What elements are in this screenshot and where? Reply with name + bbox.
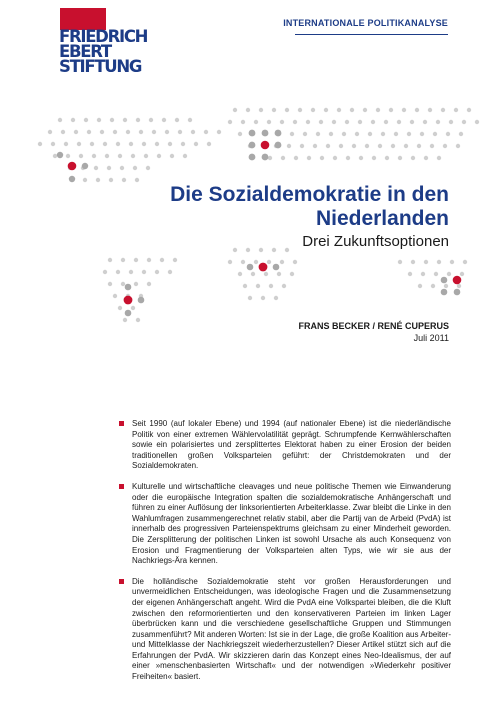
map-dot xyxy=(268,156,272,160)
map-dot xyxy=(371,120,375,124)
map-dot xyxy=(346,156,350,160)
map-dot xyxy=(332,120,336,124)
map-dot xyxy=(372,156,376,160)
map-dot xyxy=(437,260,441,264)
map-dot xyxy=(456,144,460,148)
map-dot xyxy=(398,156,402,160)
map-dot xyxy=(139,130,143,134)
map-dot xyxy=(352,144,356,148)
map-dot xyxy=(87,130,91,134)
map-dot xyxy=(262,130,269,137)
map-dot xyxy=(144,154,148,158)
map-dot xyxy=(441,108,445,112)
map-dot xyxy=(138,297,145,304)
map-dot xyxy=(378,144,382,148)
map-dot xyxy=(306,120,310,124)
map-dot xyxy=(285,108,289,112)
map-dot xyxy=(350,108,354,112)
map-dot xyxy=(368,132,372,136)
map-dot xyxy=(121,282,125,286)
map-dot xyxy=(178,130,182,134)
map-dot xyxy=(264,272,268,276)
map-dot xyxy=(408,272,412,276)
map-dot xyxy=(298,108,302,112)
map-dot xyxy=(274,296,278,300)
map-dot xyxy=(261,296,265,300)
map-dot xyxy=(246,248,250,252)
map-dot xyxy=(275,142,282,149)
title-line-1: Die Sozialdemokratie in den xyxy=(170,183,449,206)
summary xyxy=(132,419,451,693)
map-dot xyxy=(129,142,133,146)
map-dot xyxy=(441,277,448,284)
map-dot xyxy=(407,132,411,136)
series-title: INTERNATIONALE POLITIKANALYSE xyxy=(283,18,448,28)
map-dot xyxy=(436,120,440,124)
authors: FRANS BECKER / RENÉ CUPERUS xyxy=(298,321,449,331)
map-dot xyxy=(107,166,111,170)
map-dot xyxy=(285,248,289,252)
map-dot xyxy=(404,144,408,148)
map-dot xyxy=(281,156,285,160)
map-dot xyxy=(96,178,100,182)
bullet-square xyxy=(119,484,124,489)
map-dot xyxy=(254,120,258,124)
map-dot xyxy=(447,272,451,276)
map-dot xyxy=(134,258,138,262)
map-dot xyxy=(333,156,337,160)
map-dot xyxy=(77,142,81,146)
map-dot xyxy=(188,118,192,122)
map-dot xyxy=(324,108,328,112)
summary-text-2: Kulturelle und wirtschaftliche cleavages und neue politische Themen wie Einwanderung oder die europäische Integration spalten die sozialdemokratische Anhängerschaft und führen zu einer Auflösung der linksorientierten Arbeiterklasse. Zwar bleibt die Linke in den Wahlumfragen zusammengerechnet relativ stabil, aber die Partij van de Arbeid (PvdA) ist innerhalb des progressiven Parteienspektrums gleichsam zu einer Minderheit geworden. Die Zersplitterung der politischen Linken ist sowohl Ursache als auch Konsequenz von Erosion und Fragmentierung der Volksparteien alten Typs, wie wir sie aus der Nachkriegs-Ära kennen. xyxy=(132,481,451,566)
map-dot xyxy=(90,142,94,146)
map-dot xyxy=(316,132,320,136)
map-dot xyxy=(125,310,132,317)
map-dot xyxy=(290,272,294,276)
map-dot xyxy=(238,272,242,276)
map-dot xyxy=(444,284,448,288)
map-dot xyxy=(118,154,122,158)
map-dot xyxy=(160,258,164,262)
map-dot xyxy=(121,258,125,262)
map-dot xyxy=(256,284,260,288)
map-dot xyxy=(462,120,466,124)
map-dot xyxy=(261,141,270,150)
map-dot xyxy=(254,260,258,264)
map-dot xyxy=(71,118,75,122)
map-dot xyxy=(123,118,127,122)
map-dot xyxy=(339,144,343,148)
map-dot xyxy=(424,156,428,160)
map-dot xyxy=(459,132,463,136)
map-dot xyxy=(287,144,291,148)
map-dot xyxy=(168,142,172,146)
map-dot xyxy=(410,120,414,124)
map-dot xyxy=(273,264,280,271)
map-dot xyxy=(124,296,133,305)
map-dot xyxy=(142,142,146,146)
map-dot xyxy=(243,284,247,288)
map-dot xyxy=(437,156,441,160)
map-dot xyxy=(463,260,467,264)
map-dot xyxy=(293,260,297,264)
map-dot xyxy=(105,154,109,158)
map-dot xyxy=(247,264,254,271)
map-dot xyxy=(394,132,398,136)
map-dot xyxy=(125,284,132,291)
map-dot xyxy=(92,154,96,158)
map-dot xyxy=(411,260,415,264)
map-dot xyxy=(241,120,245,124)
map-dot xyxy=(173,258,177,262)
map-dot xyxy=(147,258,151,262)
map-dot xyxy=(475,120,479,124)
map-dot xyxy=(116,142,120,146)
map-dot xyxy=(277,272,281,276)
map-dot xyxy=(415,108,419,112)
map-dot xyxy=(342,132,346,136)
map-dot xyxy=(454,289,461,296)
map-dot xyxy=(207,142,211,146)
map-dot xyxy=(441,289,448,296)
map-dot xyxy=(337,108,341,112)
map-dot xyxy=(170,154,174,158)
bullet-square xyxy=(119,579,124,584)
map-dot xyxy=(389,108,393,112)
map-dot xyxy=(155,270,159,274)
map-dot xyxy=(358,120,362,124)
map-dot xyxy=(162,118,166,122)
map-dot xyxy=(228,120,232,124)
map-dot xyxy=(79,154,83,158)
logo-line-3: STIFTUNG xyxy=(59,57,142,76)
map-dot xyxy=(272,108,276,112)
map-dot xyxy=(249,154,256,161)
map-dot xyxy=(329,132,333,136)
map-dot xyxy=(326,144,330,148)
map-dot xyxy=(450,260,454,264)
map-dot xyxy=(421,272,425,276)
summary-text-1: Seit 1990 (auf lokaler Ebene) und 1994 (auf nationaler Ebene) ist die niederländische Politik von einer extremen Wählervolatilität geprägt. Schrumpfende Kernwählerschaften sowie ein polarisiertes und zersplittertes Elektorat haben zu einer Erosion der beiden traditionellen großen Volksparteien geführt: der Christdemokraten und der Sozialdemokraten. xyxy=(132,419,451,471)
map-dot xyxy=(183,154,187,158)
map-dot xyxy=(424,260,428,264)
map-dot xyxy=(460,272,464,276)
map-dot xyxy=(430,144,434,148)
map-dot xyxy=(155,142,159,146)
map-dot xyxy=(134,282,138,286)
map-dot xyxy=(434,272,438,276)
summary-paragraph xyxy=(132,419,451,472)
map-dot xyxy=(449,120,453,124)
map-dot xyxy=(457,284,461,288)
map-dot xyxy=(53,154,57,158)
map-dot xyxy=(109,178,113,182)
summary-text-3: Die holländische Sozialdemokratie steht vor großen Herausforderungen und unvermeidlichen Entscheidungen, was ideologische Fragen und die Zusammensetzung der eigenen Anhängerschaft angeht. Wird die PvdA eine Volkspartei bleiben, die die Kluft zwischen den reformorientierten und den konservativeren Parteien im linken Lager überbrücken kann und die verschiedene gesellschaftliche Gruppen und Stimmungen zusammenführt? Mit anderen Worten: Ist sie in der Lage, die große Koalition aus Arbeiter- und Mittelklasse der Nachkriegszeit wiederherzustellen? Dieser Artikel stützt sich auf die Erfahrungen der PvdA. Wir skizzieren darin das Konzept eines Neo-Idealismus, der auf einer »menschenbasierten Wirtschaft« und der notwendigen »Wiederkehr positiver Freiheiten« basiert. xyxy=(132,576,451,682)
map-dot xyxy=(131,154,135,158)
map-dot xyxy=(365,144,369,148)
map-dot xyxy=(381,132,385,136)
bullet-square xyxy=(119,421,124,426)
map-dot xyxy=(385,156,389,160)
map-dot xyxy=(290,132,294,136)
map-dot xyxy=(428,108,432,112)
map-dot xyxy=(423,120,427,124)
map-dot xyxy=(113,130,117,134)
map-dot xyxy=(122,178,126,182)
map-dot xyxy=(103,142,107,146)
map-dot xyxy=(149,118,153,122)
map-dot xyxy=(293,120,297,124)
map-dot xyxy=(168,270,172,274)
map-dot xyxy=(103,270,107,274)
map-dot xyxy=(135,178,139,182)
map-dot xyxy=(142,270,146,274)
map-dot xyxy=(397,120,401,124)
map-dot xyxy=(131,306,135,310)
map-dot xyxy=(453,276,462,285)
map-dot xyxy=(147,282,151,286)
map-dot xyxy=(248,296,252,300)
map-dot xyxy=(262,154,269,161)
map-dot xyxy=(267,260,271,264)
map-dot xyxy=(249,130,256,137)
map-dot xyxy=(118,306,122,310)
map-dot xyxy=(303,132,307,136)
map-dot xyxy=(94,166,98,170)
map-dot xyxy=(69,176,75,182)
map-dot xyxy=(359,156,363,160)
map-dot xyxy=(84,118,88,122)
map-dot xyxy=(146,166,150,170)
map-dot xyxy=(133,166,137,170)
map-dot xyxy=(246,108,250,112)
map-dot xyxy=(157,154,161,158)
map-dot xyxy=(269,284,273,288)
map-dot xyxy=(233,248,237,252)
map-dot xyxy=(320,156,324,160)
map-dot xyxy=(311,108,315,112)
page-title xyxy=(170,183,449,231)
map-dot xyxy=(417,144,421,148)
summary-paragraph xyxy=(132,482,451,567)
map-dot xyxy=(64,142,68,146)
map-dot xyxy=(418,284,422,288)
map-dot xyxy=(300,144,304,148)
map-dot xyxy=(57,152,63,158)
map-dot xyxy=(238,132,242,136)
map-dot xyxy=(272,248,276,252)
map-dot xyxy=(120,166,124,170)
map-dot xyxy=(175,118,179,122)
logo-line-1: FRIEDRICH xyxy=(59,27,148,46)
map-dot xyxy=(113,294,117,298)
map-dot xyxy=(319,120,323,124)
map-dot xyxy=(363,108,367,112)
map-dot xyxy=(431,284,435,288)
summary-paragraph xyxy=(132,577,451,683)
map-dot xyxy=(251,272,255,276)
map-dot xyxy=(126,130,130,134)
map-dot xyxy=(411,156,415,160)
map-dot xyxy=(446,132,450,136)
publication-date: Juli 2011 xyxy=(413,333,449,343)
map-dot xyxy=(280,120,284,124)
map-dot xyxy=(82,163,88,169)
map-dot xyxy=(443,144,447,148)
map-dot xyxy=(204,130,208,134)
map-dot xyxy=(108,282,112,286)
map-dot xyxy=(110,118,114,122)
map-dot xyxy=(280,260,284,264)
map-dot xyxy=(108,258,112,262)
map-dot xyxy=(97,118,101,122)
map-dot xyxy=(307,156,311,160)
map-dot xyxy=(217,130,221,134)
map-dot xyxy=(228,260,232,264)
map-dot xyxy=(433,132,437,136)
title-line-2: Niederlanden xyxy=(315,207,449,230)
logo-line-2: EBERT xyxy=(59,42,111,61)
map-dot xyxy=(233,108,237,112)
map-dot xyxy=(48,130,52,134)
map-dot xyxy=(259,108,263,112)
map-dot xyxy=(181,142,185,146)
map-dot xyxy=(58,118,62,122)
map-dot xyxy=(384,120,388,124)
map-dot xyxy=(61,130,65,134)
map-dot xyxy=(83,178,87,182)
map-dot xyxy=(294,156,298,160)
map-dot xyxy=(129,270,133,274)
map-dot xyxy=(136,318,140,322)
map-dot xyxy=(74,130,78,134)
map-dot xyxy=(38,142,42,146)
map-dot xyxy=(376,108,380,112)
map-dot xyxy=(355,132,359,136)
map-dot xyxy=(123,318,127,322)
map-dot xyxy=(275,130,282,137)
map-dot xyxy=(66,154,70,158)
map-dot xyxy=(259,248,263,252)
map-dot xyxy=(249,142,256,149)
map-dot xyxy=(165,130,169,134)
map-dot xyxy=(136,118,140,122)
map-dot xyxy=(398,260,402,264)
page-subtitle: Drei Zukunftsoptionen xyxy=(302,233,449,250)
map-dot xyxy=(152,130,156,134)
map-dot xyxy=(191,130,195,134)
map-dot xyxy=(282,284,286,288)
map-dot xyxy=(194,142,198,146)
map-dot xyxy=(116,270,120,274)
map-dot xyxy=(454,108,458,112)
map-dot xyxy=(267,120,271,124)
map-dot xyxy=(100,130,104,134)
map-dot xyxy=(420,132,424,136)
map-dot xyxy=(345,120,349,124)
map-dot xyxy=(68,162,77,171)
map-dot xyxy=(241,260,245,264)
map-dot xyxy=(259,263,268,272)
map-dot xyxy=(313,144,317,148)
map-dot xyxy=(402,108,406,112)
map-dot xyxy=(467,108,471,112)
map-dot xyxy=(51,142,55,146)
map-dot xyxy=(391,144,395,148)
